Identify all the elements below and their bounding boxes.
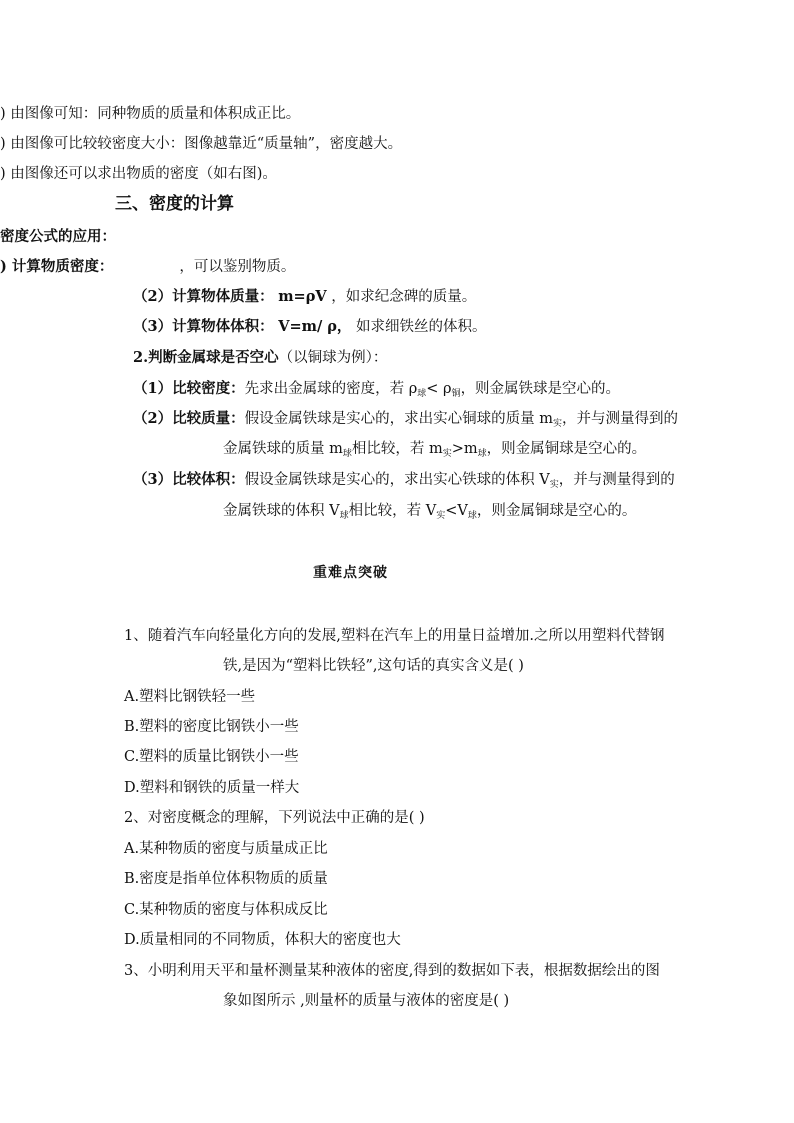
subscript: 球 (339, 511, 349, 521)
hollow-title (133, 348, 387, 368)
subscript: 球 (477, 449, 487, 459)
method-2-text: 金属铁球的质量 m (223, 441, 343, 457)
question-1: 1、随着汽车向轻量化方向的发展,塑料在汽车上的用量日益增加.之所以用塑料代替钢 (124, 628, 665, 644)
method-3-text: 相比较，若 V (348, 503, 437, 519)
item-3-text: 如求细铁丝的体积。 (356, 319, 487, 335)
exercises-title: 重难点突破 (313, 565, 388, 581)
item-2-text: ，如求纪念碑的质量。 (331, 289, 477, 305)
graph-point-1: ) 由图像可知：同种物质的质量和体积成正比。 (0, 106, 301, 122)
method-3-text: 假设金属铁球是实心的，求出实心铁球的体积 V (244, 472, 550, 488)
method-2-line-2 (223, 439, 646, 464)
item-1-text: ，可以鉴别物质。 (179, 259, 296, 275)
method-2-text: 假设金属铁球是实心的，求出实心铜球的质量 m (244, 411, 553, 427)
item-3-formula: V=m/ ρ， (278, 318, 352, 335)
method-1-text: < ρ (426, 381, 452, 397)
question-3: 3、小明利用天平和量杯测量某种液体的密度,得到的数据如下表，根据数据绘出的图 (124, 963, 660, 979)
subscript: 球 (467, 511, 477, 521)
method-1-label: （1）比较密度： (133, 380, 245, 397)
subscript: 实 (442, 449, 452, 459)
item-2-label: （2）计算物体质量： (133, 288, 274, 305)
method-1-text: 先求出金属球的密度，若 ρ (244, 381, 418, 397)
method-3-text: ，则金属铜球是空心的。 (476, 503, 637, 519)
method-3-label: （3）比较体积： (133, 471, 245, 488)
option-d: D.塑料和钢铁的质量一样大 (124, 780, 300, 796)
option-c: C.某种物质的密度与体积成反比 (124, 902, 328, 918)
option-a: A.塑料比钢铁轻一些 (124, 689, 256, 705)
item-3-label: （3）计算物体体积： (133, 318, 274, 335)
apply-title: 密度公式的应用： (0, 228, 116, 245)
option-a: A.某种物质的密度与质量成正比 (124, 841, 328, 857)
subscript: 实 (436, 511, 446, 521)
option-b: B.密度是指单位体积物质的质量 (124, 871, 328, 887)
method-3-text: ，并与测量得到的 (558, 472, 675, 488)
item-1 (0, 257, 295, 277)
method-2-label: （2）比较质量： (133, 410, 245, 427)
question-2: 2、对密度概念的理解，下列说法中正确的是( ) (124, 810, 425, 826)
option-b: B.塑料的密度比钢铁小一些 (124, 719, 299, 735)
hollow-note: （以铜球为例）： (278, 350, 388, 366)
method-3 (133, 470, 675, 495)
item-3 (133, 317, 487, 337)
method-3-text: <V (445, 503, 468, 519)
method-3-text: 金属铁球的体积 V (223, 503, 340, 519)
graph-point-3: ) 由图像还可以求出物质的密度（如右图)。 (0, 166, 277, 182)
method-1 (133, 379, 620, 404)
question-1-line-2: 铁,是因为“塑料比铁轻”,这句话的真实含义是( ) (223, 658, 524, 674)
item-2 (133, 287, 476, 307)
method-2-text: >m (451, 441, 478, 457)
item-2-formula: m=ρV (278, 288, 327, 305)
graph-point-2: ) 由图像可比较较密度大小：图像越靠近“质量轴”，密度越大。 (0, 136, 403, 152)
item-1-label: ) 计算物质密度： (0, 258, 114, 275)
method-3-line-2 (223, 501, 636, 526)
option-d: D.质量相同的不同物质，体积大的密度也大 (124, 932, 401, 948)
hollow-title-text: 2.判断金属球是否空心 (133, 349, 279, 366)
subscript: 实 (549, 480, 559, 490)
subscript: 实 (552, 419, 562, 429)
method-2-text: ，则金属铜球是空心的。 (486, 441, 647, 457)
method-1-text: ，则金属铁球是空心的。 (460, 381, 621, 397)
question-3-line-2: 象如图所示 ,则量杯的质量与液体的密度是( ) (223, 993, 510, 1009)
subscript: 球 (417, 389, 427, 399)
method-2 (133, 409, 678, 434)
subscript: 铜 (451, 389, 461, 399)
section-heading: 三、密度的计算 (115, 194, 234, 214)
option-c: C.塑料的质量比钢铁小一些 (124, 749, 299, 765)
subscript: 球 (342, 449, 352, 459)
method-2-text: ，并与测量得到的 (561, 411, 678, 427)
method-2-text: 相比较，若 m (351, 441, 443, 457)
